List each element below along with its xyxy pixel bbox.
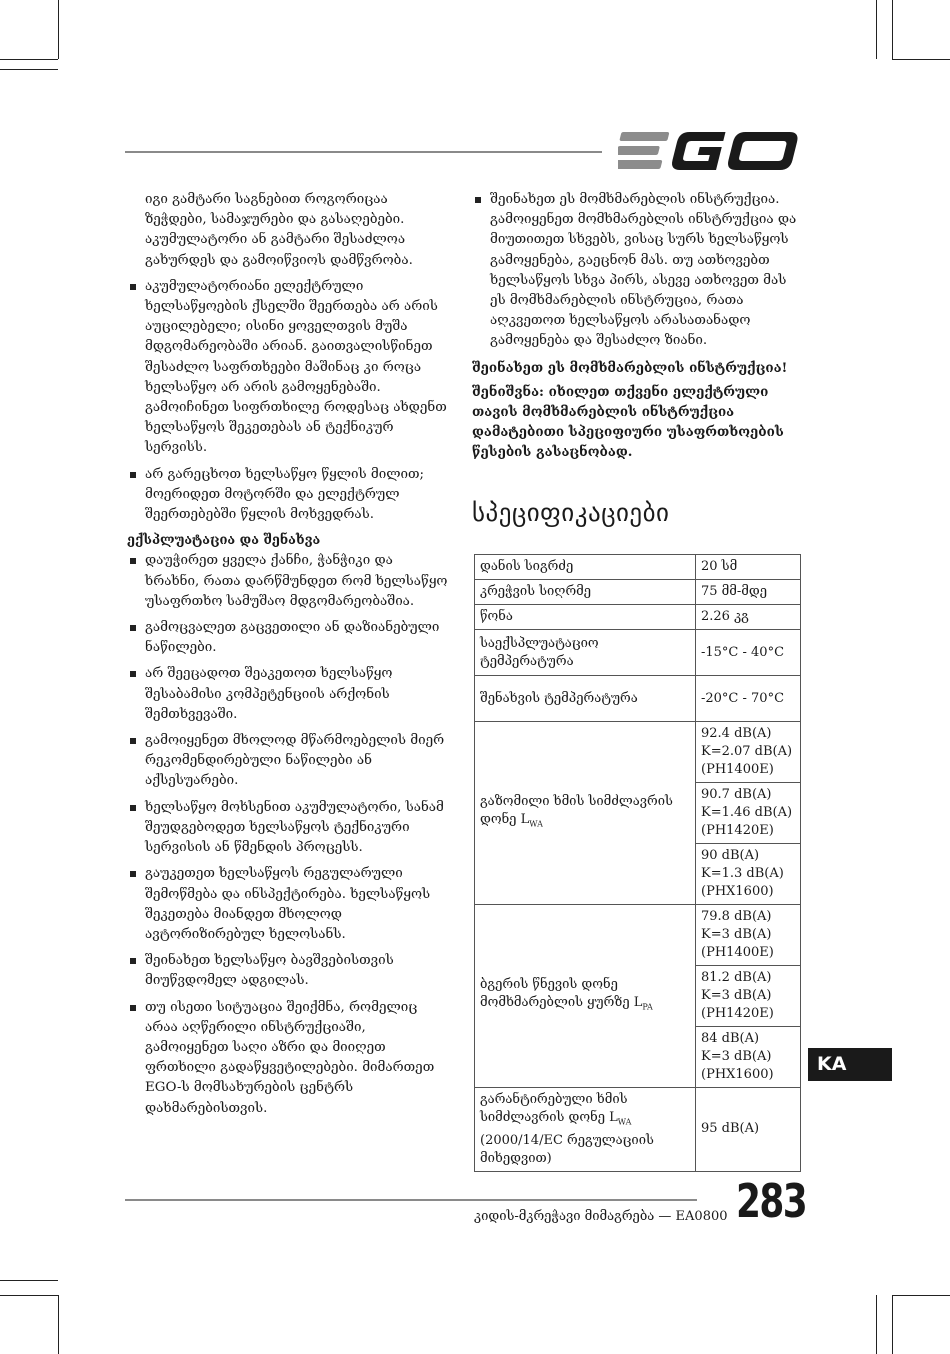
guaranteed-regulation: (2000/14/EC რეგულაციის მიხედვით): [480, 1132, 654, 1166]
value-line: 90.7 dB(A): [701, 787, 772, 802]
crop-mark: [0, 59, 58, 60]
ego-logo: [618, 130, 800, 172]
list-item: შეინახეთ ხელსაწყო ბავშვებისთვის მიუწვდომელ ადგილას.: [127, 951, 449, 991]
value-line: (PH1400E): [701, 945, 774, 960]
subscript: PA: [642, 1002, 653, 1012]
table-cell: 75 მმ-მდე: [696, 580, 801, 605]
list-item: ხელსაწყო მოხსენით აკუმულატორი, სანამ შეუდგებოდეთ ხელსაწყოს ტექნიკური სერვისის ან წმენდის პროცესს.: [127, 798, 449, 859]
list-item: გამოცვალეთ გაცვეთილი ან დაზიანებული ნაწილები.: [127, 618, 449, 658]
ear-pressure-label: ბგერის წნევის დონე მომხმარებლის ყურზე L: [480, 976, 643, 1010]
table-cell: შენახვის ტემპერატურა: [475, 676, 696, 722]
guaranteed-label: გარანტირებული ხმის სიმძლავრის დონე L: [480, 1092, 628, 1125]
section-heading: ექსპლუატაცია და შენახვა: [127, 533, 321, 549]
footer-rule: [125, 1199, 697, 1201]
table-cell: წონა: [475, 605, 696, 630]
list-item: აკუმულატორიანი ელექტრული ხელსაწყოების ქსელში შეერთება არ არის აუცილებელი; ისინი ყოველთვის მუშა მდგომარეობაში არიან. გაითვალისწინეთ შესაძლო საფრთხეები მაშინაც კი როცა ხელსაწყო არ არის გამოყენებაში. გამოიჩინეთ სიფრთხილე როდესაც ახდენთ ხელსაწყოს შეკეთებას ან ტექნიკურ სერვისს.: [127, 277, 449, 459]
crop-mark: [876, 1295, 877, 1354]
subscript: WA: [529, 819, 543, 829]
table-cell: [696, 905, 801, 966]
subscript: WA: [617, 1117, 632, 1127]
intro-paragraph: იგი გამტარი საგნებით როგორიცაა ზეჭდები, სამაჯურები და გასაღებები. აკუმულატორი ან გამტარი შესაძლოა გახურდეს და გამოიწვიოს დამწვრობა.: [145, 192, 413, 268]
crop-mark: [876, 0, 877, 59]
crop-mark: [58, 0, 59, 59]
value-line: K=3 dB(A): [701, 1049, 772, 1064]
header-rule: [125, 151, 602, 153]
value-line: (PH1420E): [701, 1006, 774, 1021]
crop-mark: [892, 0, 893, 59]
language-tab: KA: [808, 1048, 892, 1081]
crop-mark: [892, 59, 950, 60]
list-item: თუ ისეთი სიტუაცია შეიქმნა, რომელიც არაა აღწერილი ინსტრუქციაში, გამოიყენეთ საღი აზრი და მიიღეთ ფრთხილი გადაწყვეტილებები. მიმართეთ EGO-ს მომსახურების ცენტრს დახმარებისთვის.: [127, 998, 449, 1119]
save-notice: შეინახეთ ეს მომხმარებლის ინსტრუქცია!: [472, 359, 788, 376]
table-cell: -20°C - 70°C: [696, 676, 801, 722]
table-cell: [696, 1027, 801, 1088]
value-line: (PHX1600): [701, 884, 774, 899]
table-cell: [696, 844, 801, 905]
table-cell: დანის სიგრძე: [475, 555, 696, 580]
table-row: [475, 555, 801, 580]
right-column: [472, 190, 802, 463]
table-cell: -15°C - 40°C: [696, 630, 801, 676]
crop-mark: [58, 1295, 59, 1354]
table-cell: კრეჭვის სიღრმე: [475, 580, 696, 605]
list-item: არ გარეცხოთ ხელსაწყო წყლის მილით; მოერიდეთ მოტორში და ელექტრულ შეერთებებში წყლის მოხვედრას.: [127, 465, 449, 526]
value-line: (PH1400E): [701, 762, 774, 777]
crop-mark: [0, 1280, 58, 1281]
left-column: [127, 190, 449, 1125]
list-item: დაუჭირეთ ყველა ქანჩი, ჭანჭიკი და ხრახნი, რათა დარწმუნდეთ რომ ხელსაწყო უსაფრთხო სამუშაო მდგომარეობაშია.: [127, 551, 449, 612]
table-cell: [475, 722, 696, 905]
table-cell: საექსპლუატაციო ტემპერატურა: [475, 630, 696, 676]
value-line: 79.8 dB(A): [701, 909, 772, 924]
specs-title: სპეციფიკაციები: [472, 498, 670, 527]
maintenance-list: [127, 551, 449, 1118]
value-line: K=2.07 dB(A): [701, 744, 793, 759]
safety-list: [127, 277, 449, 525]
instruction-list: [472, 190, 802, 352]
table-cell: [475, 905, 696, 1088]
value-line: 90 dB(A): [701, 848, 760, 863]
table-row: [475, 905, 801, 966]
value-line: K=1.3 dB(A): [701, 866, 784, 881]
crop-mark: [0, 69, 58, 70]
table-row: [475, 722, 801, 783]
table-row: [475, 676, 801, 722]
table-cell: [475, 1088, 696, 1172]
specs-table: [474, 554, 801, 1172]
table-row: [475, 580, 801, 605]
table-cell: 2.26 კგ: [696, 605, 801, 630]
table-cell: [696, 966, 801, 1027]
table-row: [475, 1088, 801, 1172]
table-row: [475, 630, 801, 676]
footer-text: კიდის-მკრეჭავი მიმაგრება — EA0800: [474, 1209, 728, 1224]
table-cell: [696, 783, 801, 844]
table-cell: [696, 722, 801, 783]
value-line: K=3 dB(A): [701, 988, 772, 1003]
measured-noise-label: გაზომილი ხმის სიმძლავრის დონე L: [480, 793, 673, 827]
table-row: [475, 605, 801, 630]
list-item: გამოიყენეთ მხოლოდ მწარმოებელის მიერ რეკომენდირებული ნაწილები ან აქსესუარები.: [127, 731, 449, 792]
table-cell: 95 dB(A): [696, 1088, 801, 1172]
value-line: (PH1420E): [701, 823, 774, 838]
crop-mark: [892, 1295, 893, 1354]
value-line: K=3 dB(A): [701, 927, 772, 942]
page-number: 283: [736, 1174, 807, 1228]
list-item: არ შეეცადოთ შეაკეთოთ ხელსაწყო შესაბამისი კომპეტენციის არქონის შემთხვევაში.: [127, 664, 449, 725]
list-item: გაუკეთეთ ხელსაწყოს რეგულარული შემოწმება და ინსპექტირება. ხელსაწყოს შეკეთება მიანდეთ მხოლოდ ავტორიზირებულ ხელოსანს.: [127, 864, 449, 945]
crop-mark: [892, 1295, 950, 1296]
value-line: 84 dB(A): [701, 1031, 760, 1046]
crop-mark: [0, 1295, 58, 1296]
note-paragraph: შენიშვნა: იხილეთ თქვენი ელექტრული თავის მომხმარებლის ინსტრუქცია დამატებითი სპეციფიური უსაფრთხოების წესების გასაცნობად.: [472, 383, 784, 461]
value-line: (PHX1600): [701, 1067, 774, 1082]
value-line: 81.2 dB(A): [701, 970, 772, 985]
table-cell: 20 სმ: [696, 555, 801, 580]
list-item: შეინახეთ ეს მომხმარებლის ინსტრუქცია. გამოიყენეთ მომხმარებლის ინსტრუქცია და მიუთითეთ სხვებს, ვისაც სურს ხელსაწყოს გამოყენება, გაეცნონ მას. თუ ათხოვებთ ხელსაწყოს სხვა პირს, ასევე ათხოვეთ მას ეს მომხმარებლის ინსტრუცია, რათა აღკვეთოთ ხელსაწყოს არასათანადო გამოყენება და შესაძლო ზიანი.: [472, 190, 802, 352]
value-line: K=1.46 dB(A): [701, 805, 793, 820]
value-line: 92.4 dB(A): [701, 726, 772, 741]
